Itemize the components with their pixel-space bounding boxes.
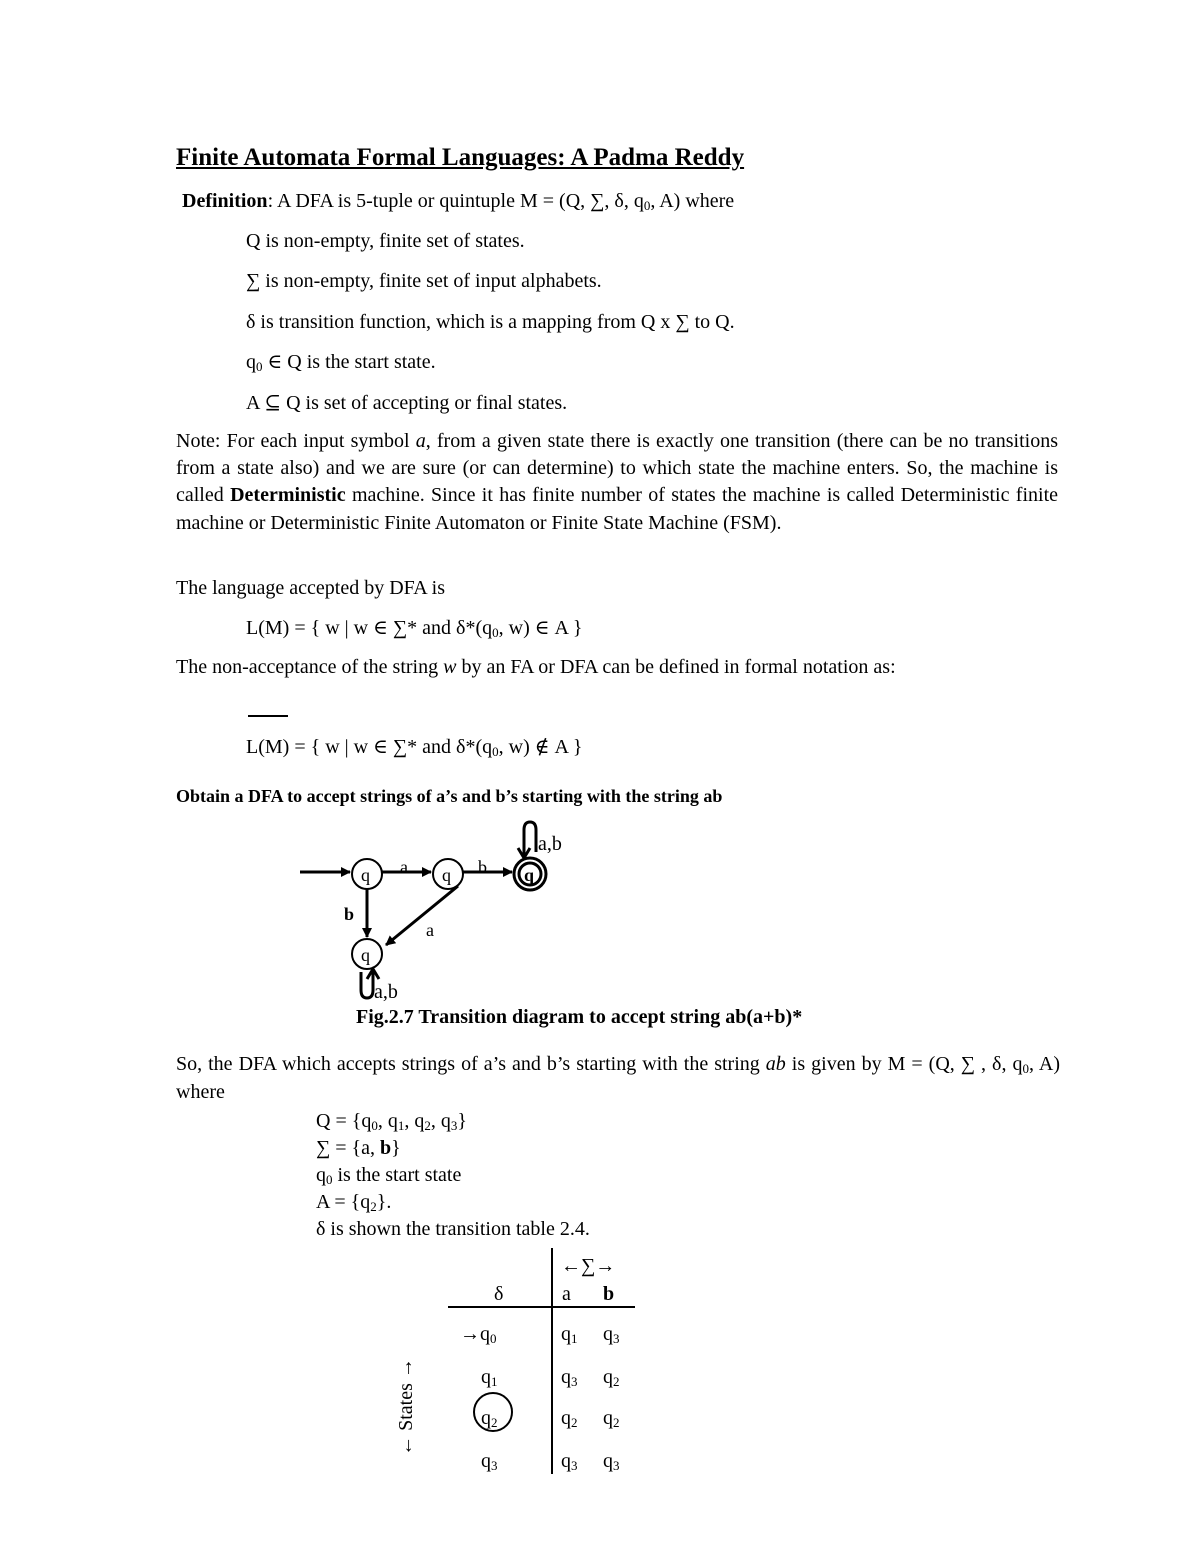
definition-label: Definition [182,190,268,212]
component-accept: A ⊆ Q is set of accepting or final states. [246,392,568,414]
loop-q2-label: a,b [538,833,562,855]
state-q1-label: q [442,865,451,885]
r0-a-sub: 1 [571,1331,578,1346]
r0-b-sub: 3 [613,1331,620,1346]
r2-state: q [481,1407,491,1429]
edge-q1-q3 [386,886,458,945]
r1-b-sub: 2 [613,1374,620,1389]
note-part2: , from a given state there is exactly one transition (there can be no transitions from a state also) and we are sure (or can determine) to which state the machine enters. So, the machine is called [176,430,1058,507]
nonaccept-a: The non-acceptance of the string [176,656,444,678]
edge-q1-q2-label: b [478,857,487,877]
formula2-sub: 0 [492,744,499,759]
table-vertical-rule [551,1248,553,1474]
table-cell [561,1365,578,1389]
note-bold-word: Deterministic [230,484,346,507]
definition-text-end: , A) where [650,190,735,212]
r0-a: q [561,1323,571,1345]
table-cell [603,1406,620,1430]
summary-ab: ab [765,1053,786,1075]
r2-a: q [561,1407,571,1429]
definition-sub: 0 [643,198,651,213]
r2-state-sub: 2 [491,1415,498,1430]
tq-s2: 2 [424,1118,431,1133]
nonaccept-w: w [443,656,457,678]
r1-a: q [561,1366,571,1388]
r3-b-sub: 3 [613,1458,620,1473]
edge-q0-q1-label: a [400,857,408,877]
tst-rest: is the start state [332,1164,462,1186]
note-part1: Note: For each input symbol [176,430,416,452]
ta-end: }. [376,1191,392,1213]
component-transition: δ is transition function, which is a mapping from Q x ∑ to Q. [246,311,735,333]
tuple-start [316,1163,461,1187]
ts-a: ∑ = {a, [316,1137,381,1159]
tq-c1: , q [377,1110,398,1132]
loop-q3-label: a,b [374,981,398,1003]
tq-a: Q = {q [316,1110,372,1132]
formula2-a: L(M) = { w | w ∈ ∑* and δ*(q [246,736,493,758]
figure-caption: Fig.2.7 Transition diagram to accept string ab(a+b)* [356,1006,803,1028]
start-q: q [246,351,256,373]
state-q0-label: q [361,865,370,885]
tq-c2: , q [404,1110,425,1132]
language-intro: The language accepted by DFA is [176,577,445,599]
table-delta-header: δ [494,1283,504,1305]
r2-a-sub: 2 [571,1415,578,1430]
formula-a: L(M) = { w | w ∈ ∑* and δ*(q [246,617,493,639]
tuple-A [316,1190,391,1214]
table-states-axis: ← States → [395,1358,417,1456]
nonaccept-b: by an FA or DFA can be defined in formal notation as: [456,656,896,678]
state-q3-label: q [361,945,370,965]
formula-b: , w) ∈ A } [498,617,583,639]
edge-q1-q3-label: a [426,920,434,940]
table-header-rule [448,1306,635,1308]
ts-end: } [391,1137,401,1159]
tuple-Q [316,1109,467,1133]
table-cell [561,1322,578,1346]
r0-state-sub: 0 [490,1331,497,1346]
r0-state: q [480,1323,490,1345]
table-sigma-header: ←∑→ [561,1255,616,1277]
r3-b: q [603,1450,613,1472]
note-symbol: a [415,430,426,452]
table-cell [561,1406,578,1430]
summary-paragraph [176,1050,1060,1106]
r0-b: q [603,1323,613,1345]
note-part3: machine. Since it has finite number of states the machine is called Deterministic finite machine or Deterministic Finite Automaton or Finite State Machine (FSM). [176,484,1059,534]
start-rest: ∈ Q is the start state. [262,351,436,373]
state-q2-label: q [524,865,535,885]
r1-b: q [603,1366,613,1388]
table-cell [603,1365,620,1389]
table-row-state [481,1406,498,1430]
tq-end: } [457,1110,467,1132]
tst-sub: 0 [326,1172,333,1187]
component-alphabet: ∑ is non-empty, finite set of input alphabets. [246,270,602,292]
summary-part3: , A) where [176,1053,1060,1103]
tq-s1: 1 [397,1118,405,1133]
r1-state: q [481,1366,491,1388]
table-col-a: a [562,1283,571,1305]
component-states: Q is non-empty, finite set of states. [246,230,525,252]
table-row-state [460,1322,497,1346]
summary-part2: is given by M = (Q, ∑ , δ, q [785,1053,1023,1075]
page-title: Finite Automata Formal Languages: A Padma Reddy [176,144,745,171]
edge-q0-q3-label: b [344,904,355,924]
table-cell [603,1449,620,1473]
r3-a: q [561,1450,571,1472]
ta-a: A = {q [316,1191,371,1213]
ts-b: b [380,1137,392,1159]
tuple-delta: δ is shown the transition table 2.4. [316,1218,590,1240]
tq-c3: , q [430,1110,451,1132]
problem-statement: Obtain a DFA to accept strings of a’s and b’s starting with the string ab [176,786,723,806]
r1-a-sub: 3 [571,1374,578,1389]
table-row-state [481,1449,498,1473]
summary-sub: 0 [1022,1061,1029,1076]
r3-a-sub: 3 [571,1458,578,1473]
table-row-state [481,1365,498,1389]
r1-state-sub: 1 [491,1374,498,1389]
r3-state-sub: 3 [491,1458,498,1473]
start-arrow-mark: → [460,1323,480,1345]
definition-text: : A DFA is 5-tuple or quintuple M = (Q, ∑, δ, q [267,190,644,212]
tq-s0: 0 [371,1118,378,1133]
loop-q3 [361,972,373,998]
ta-sub: 2 [370,1199,377,1214]
tst-q: q [316,1164,326,1186]
start-sub: 0 [256,359,263,374]
formula2-b: , w) ∉ A } [498,736,583,758]
summary-part1: So, the DFA which accepts strings of a’s and b’s starting with the string [176,1053,766,1075]
tq-s3: 3 [450,1118,458,1133]
r3-state: q [481,1450,491,1472]
table-cell [561,1449,578,1473]
r2-b-sub: 2 [613,1415,620,1430]
table-col-b: b [603,1283,615,1305]
formula-sub: 0 [492,625,499,640]
table-cell [603,1322,620,1346]
tuple-sigma [316,1136,401,1160]
r2-b: q [603,1407,613,1429]
